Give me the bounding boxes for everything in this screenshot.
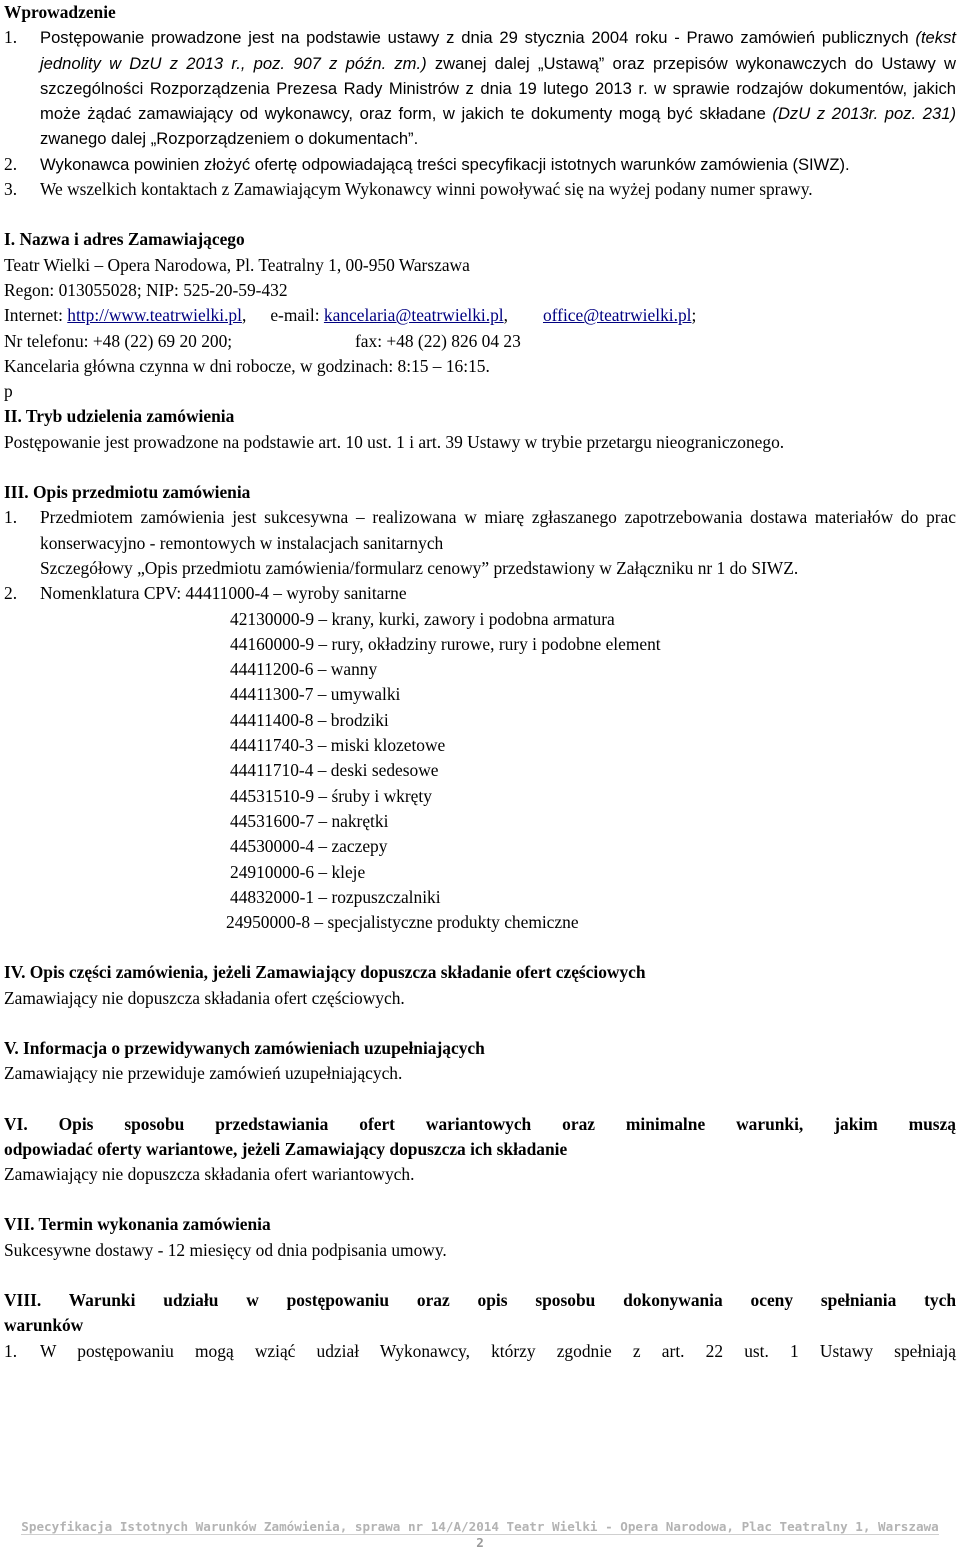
section-6-heading: VI. Opis sposobu przedstawiania ofert wariantowych oraz minimalne warunki, jakim muszą [4, 1113, 956, 1134]
list-number: 1. [4, 1340, 18, 1361]
document-page [4, 0, 956, 1364]
stray-character: p [4, 381, 13, 402]
list-item-text [40, 25, 956, 151]
section-7-text: Sukcesywne dostawy - 12 miesięcy od dnia podpisania umowy. [4, 1239, 447, 1260]
list-item [4, 25, 956, 151]
cpv-code: 44411740-3 – miski klozetowe [230, 735, 446, 756]
cpv-code: 24950000-8 – specjalistyczne produkty chemiczne [226, 912, 579, 933]
section-6-heading-cont: odpowiadać oferty wariantowe, jeżeli Zamawiający dopuszcza ich składanie [4, 1138, 568, 1159]
list-number: 1. [4, 27, 18, 48]
text-run: Postępowanie prowadzone jest na podstawie ustawy z dnia 29 stycznia 2004 roku - Prawo zamówień publicznych [40, 28, 916, 48]
cpv-code: 44531510-9 – śruby i wkręty [230, 785, 432, 806]
section-3-heading: III. Opis przedmiotu zamówienia [4, 482, 251, 503]
separator: , [241, 305, 247, 326]
text-run: We wszelkich kontaktach z Zamawiającym Wykonawcy winni powoływać się na wyżej podany numer sprawy. [40, 179, 813, 200]
email-label: e-mail: [270, 305, 324, 326]
cpv-code: 44531600-7 – nakrętki [230, 810, 389, 831]
page-number: 2 [476, 1535, 484, 1550]
list-item [4, 1339, 956, 1364]
cpv-code: 44160000-9 – rury, okładziny rurowe, rury i podobne element [230, 633, 661, 654]
section-8-heading-cont: warunków [4, 1315, 84, 1336]
fax-number: fax: +48 (22) 826 04 23 [355, 330, 521, 351]
section-1-heading: I. Nazwa i adres Zamawiającego [4, 229, 245, 250]
cpv-code: 44530000-4 – zaczepy [230, 836, 388, 857]
phone-number: Nr telefonu: +48 (22) 69 20 200; [4, 330, 233, 351]
list-item [4, 581, 956, 606]
separator: , [503, 305, 508, 326]
cpv-code: 44411200-6 – wanny [230, 659, 378, 680]
list-item-text [40, 177, 956, 202]
cpv-code: 44411400-8 – brodziki [230, 709, 389, 730]
email-kancelaria-link[interactable]: kancelaria@teatrwielki.pl [323, 305, 504, 326]
cpv-code: 42130000-9 – krany, kurki, zawory i podobna armatura [230, 608, 615, 629]
text-run: Wykonawca powinien złożyć ofertę odpowiadającą treści specyfikacji istotnych warunków zamówienia (SIWZ). [40, 154, 850, 174]
contact-internet-row [4, 303, 956, 328]
section-6-text: Zamawiający nie dopuszcza składania ofert wariantowych. [4, 1164, 415, 1185]
regon-nip: Regon: 013055028; NIP: 525-20-59-432 [4, 279, 288, 300]
cpv-code-list [4, 607, 956, 936]
cpv-code: 44411710-4 – deski sedesowe [230, 760, 439, 781]
email-office-link[interactable]: office@teatrwielki.pl [542, 305, 692, 326]
intro-heading: Wprowadzenie [4, 2, 116, 22]
page-footer [0, 1519, 960, 1550]
subject-description: Przedmiotem zamówienia jest sukcesywna – realizowana w miarę zgłaszanego zapotrzebowania dostawa materiałów do prac konserwacyjno - remontowych w instalacjach sanitarnych [40, 507, 956, 553]
section-5-text: Zamawiający nie przewiduje zamówień uzupełniających. [4, 1063, 403, 1084]
list-item [4, 505, 956, 581]
list-item [4, 177, 956, 202]
contact-phone-row [4, 329, 956, 354]
office-hours: Kancelaria główna czynna w dni robocze, w godzinach: 8:15 – 16:15. [4, 355, 490, 376]
list-number: 1. [4, 507, 18, 528]
separator: ; [691, 305, 697, 326]
text-run: (tekst jednolity w DzU z 2013 r., poz. 907 z późn. zm.) [40, 28, 956, 73]
section-2-text: Postępowanie jest prowadzone na podstawie art. 10 ust. 1 i art. 39 Ustawy w trybie przetargu nieograniczonego. [4, 431, 785, 452]
section-2-heading: II. Tryb udzielenia zamówienia [4, 406, 235, 427]
cpv-code: 44411300-7 – umywalki [230, 684, 401, 705]
cpv-code: 24910000-6 – kleje [230, 861, 366, 882]
list-number: 3. [4, 179, 18, 200]
website-link[interactable]: http://www.teatrwielki.pl [67, 305, 242, 326]
cpv-label: Nomenklatura CPV: [40, 583, 186, 604]
contracting-authority-name: Teatr Wielki – Opera Narodowa, Pl. Teatralny 1, 00-950 Warszawa [4, 254, 470, 275]
section-5-heading: V. Informacja o przewidywanych zamówieniach uzupełniających [4, 1037, 485, 1058]
text-run: zwanego dalej „Rozporządzeniem o dokumentach”. [40, 129, 419, 149]
cpv-code: 44832000-1 – rozpuszczalniki [230, 886, 441, 907]
text-run: (DzU z 2013r. poz. 231) [772, 104, 956, 124]
internet-label: Internet: [4, 305, 68, 326]
section-8-heading: VIII. Warunki udziału w postępowaniu oraz opis sposobu dokonywania oceny spełniania tych [4, 1290, 956, 1311]
list-item [4, 152, 956, 177]
section-4-heading: IV. Opis części zamówienia, jeżeli Zamawiający dopuszcza składanie ofert częściowych [4, 962, 646, 983]
cpv-code: 44411000-4 – wyroby sanitarne [185, 583, 407, 604]
section-7-heading: VII. Termin wykonania zamówienia [4, 1214, 271, 1235]
subject-detail-reference: Szczegółowy „Opis przedmiotu zamówienia/formularz cenowy” przedstawiony w Załączniku nr 1 do SIWZ. [40, 557, 799, 578]
list-number: 2. [4, 583, 18, 604]
section-4-text: Zamawiający nie dopuszcza składania ofert częściowych. [4, 987, 405, 1008]
footer-text: Specyfikacja Istotnych Warunków Zamówienia, sprawa nr 14/A/2014 Teatr Wielki - Opera Narodowa, Plac Teatralny 1, Warszawa [21, 1519, 939, 1534]
list-item-text [40, 152, 956, 177]
section-8-item-text: W postępowaniu mogą wziąć udział Wykonawcy, którzy zgodnie z art. 22 ust. 1 Ustawy spełniają [40, 1340, 956, 1361]
list-number: 2. [4, 153, 18, 174]
intro-list [4, 25, 956, 202]
text-run: zwanej dalej „Ustawą” oraz przepisów wykonawczych do Ustawy w szczególności Rozporządzenia Prezesa Rady Ministrów z dnia 19 lutego 2013 r. w sprawie rodzajów dokumentów, jakich może żądać zamawiający od wykonawcy, oraz form, w jakich te dokumenty mogą być składane [40, 53, 956, 124]
